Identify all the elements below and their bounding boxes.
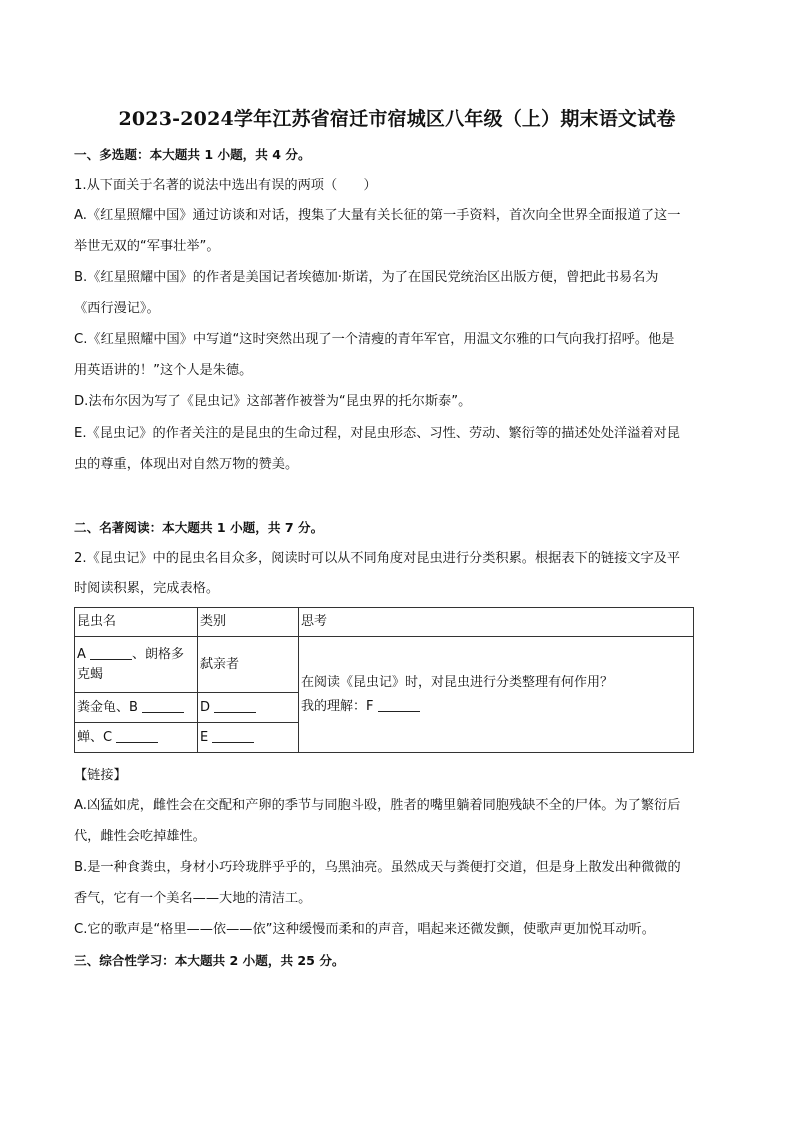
link-c-line: C.它的歌声是“格里——依——依”这种缓慢而柔和的声音，唱起来还微发颤，使歌声更加悦耳动听。 [74,922,655,937]
link-b-line2: 香气，它有一个美名——大地的清洁工。 [74,891,312,906]
table-row [75,637,694,693]
cell-category-e [198,723,299,753]
option-c-line1: C.《红星照耀中国》中写道“这时突然出现了一个清瘦的青年军官，用温文尔雅的口气向我打招呼。他是 [74,332,675,347]
option-b-line2: 《西行漫记》。 [74,301,160,316]
cell-thinking [299,637,694,753]
cell-insect-a [75,637,198,693]
label-b: 粪金龟、B [77,699,138,715]
thinking-answer [301,697,691,717]
link-b-line1: B.是一种食粪虫，身材小巧玲珑胖乎乎的，乌黑油亮。虽然成天与粪便打交道，但是身上散发出种微微的 [74,860,681,875]
question2-line2: 时阅读积累，完成表格。 [74,581,220,596]
category-killer: 弑亲者 [200,656,240,672]
cell-category-d [198,693,299,723]
label-a: A [77,646,86,662]
label-a-suffix: 、朗格多 [132,646,185,662]
header-category: 类别 [198,608,299,637]
thinking-question: 在阅读《昆虫记》时，对昆虫进行分类整理有何作用？ [301,674,614,690]
blank-e[interactable] [212,728,254,743]
section2-heading: 二、名著阅读：本大题共 1 小题，共 7 分。 [74,520,324,535]
label-f: 我的理解：F [301,698,374,714]
blank-d[interactable] [214,698,256,713]
question1-stem: 1.从下面关于名著的说法中选出有误的两项（ ） [74,178,377,193]
question2-line1: 2.《昆虫记》中的昆虫名目众多，阅读时可以从不同角度对昆虫进行分类积累。根据表下的链接文字及平 [74,551,681,566]
blank-a[interactable] [90,645,132,660]
header-insect-name: 昆虫名 [75,608,198,637]
cell-insect-b [75,693,198,723]
insect-classification-table [74,607,694,753]
option-e-line1: E.《昆虫记》的作者关注的是昆虫的生命过程，对昆虫形态、习性、劳动、繁衍等的描述处处洋溢着对昆 [74,426,680,441]
option-c-line2: 用英语讲的！”这个人是朱德。 [74,363,253,378]
label-e: E [200,729,209,745]
section1-heading: 一、多选题：本大题共 1 小题，共 4 分。 [74,147,311,162]
section3-heading: 三、综合性学习：本大题共 2 小题，共 25 分。 [74,953,345,968]
label-a-end: 克蝎 [77,666,104,682]
option-b-line1: B.《红星照耀中国》的作者是美国记者埃德加·斯诺，为了在国民党统治区出版方便，曾把此书易名为 [74,270,659,285]
label-c: 蝉、C [77,729,113,745]
page-title: 2023-2024学年江苏省宿迁市宿城区八年级（上）期末语文试卷 [118,108,676,130]
header-thinking: 思考 [299,608,694,637]
option-e-line2: 虫的尊重，体现出对自然万物的赞美。 [74,457,299,472]
blank-b[interactable] [142,698,184,713]
cell-category-1 [198,637,299,693]
link-heading: 【链接】 [74,768,127,783]
blank-c[interactable] [116,728,158,743]
cell-insect-c [75,723,198,753]
link-a-line2: 代，雌性会吃掉雄性。 [74,829,206,844]
blank-f[interactable] [378,697,420,712]
option-d-line: D.法布尔因为写了《昆虫记》这部著作被誉为“昆虫界的托尔斯泰”。 [74,394,472,409]
table-header-row [75,608,694,637]
link-a-line1: A.凶猛如虎，雌性会在交配和产卵的季节与同胞斗殴，胜者的嘴里躺着同胞残缺不全的尸体。为了繁衍后 [74,798,681,813]
option-a-line2: 举世无双的“军事壮举”。 [74,239,220,254]
label-d: D [200,699,211,715]
option-a-line1: A.《红星照耀中国》通过访谈和对话，搜集了大量有关长征的第一手资料，首次向全世界全面报道了这一 [74,208,681,223]
